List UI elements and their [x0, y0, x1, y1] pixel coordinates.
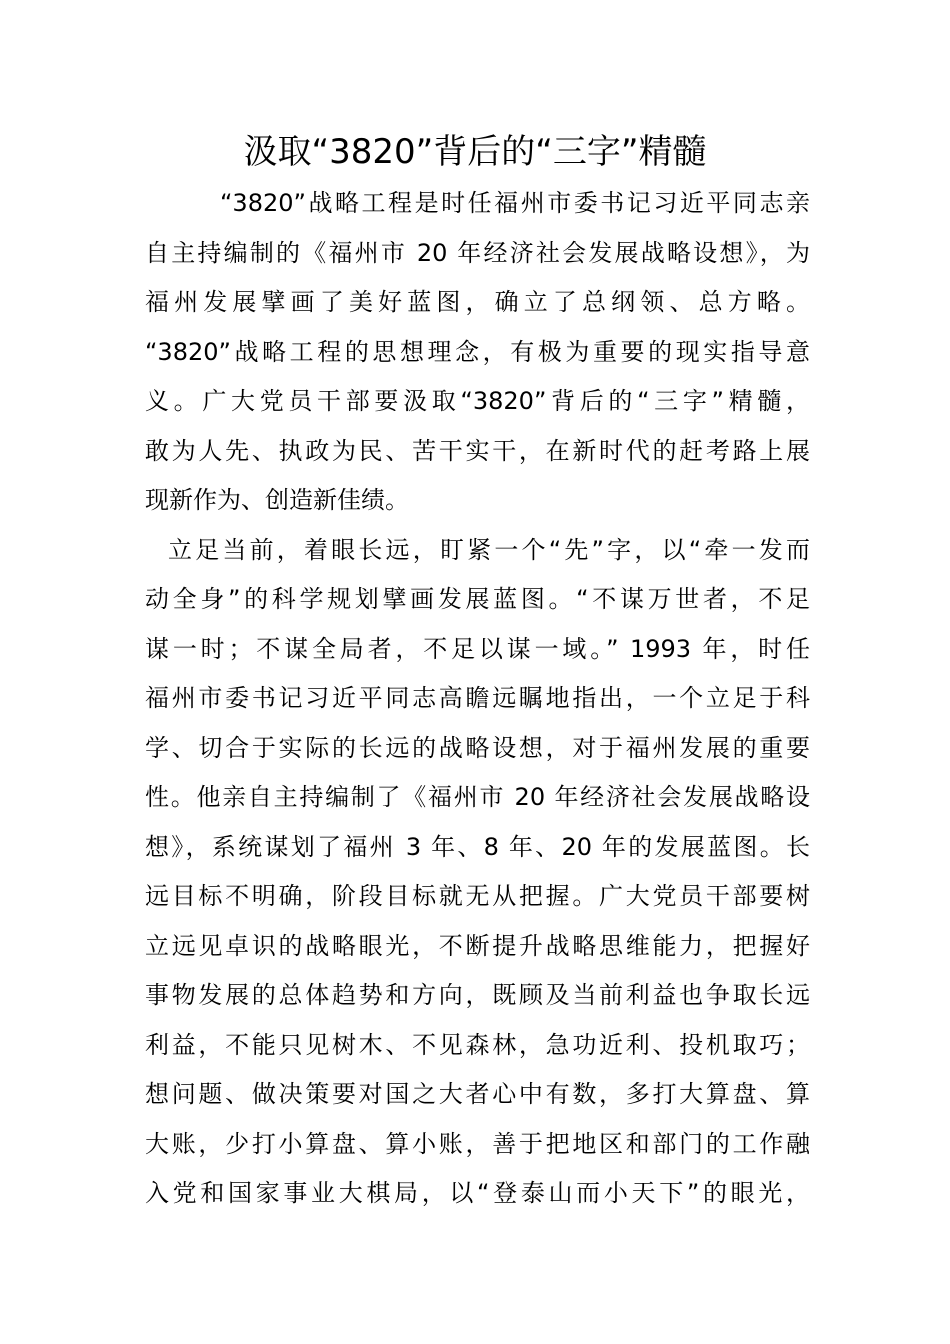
paragraph-line: 学、切合于实际的长远的战略设想，对于福州发展的重要 — [145, 734, 810, 762]
paragraph-line: 自主持编制的《福州市 20 年经济社会发展战略设想》，为 — [145, 239, 810, 267]
paragraph-line: 福州市委书记习近平同志高瞻远瞩地指出，一个立足于科 — [145, 684, 810, 712]
document-title: 汲取“3820”背后的“三字”精髓 — [243, 132, 707, 172]
paragraph-line: 性。他亲自主持编制了《福州市 20 年经济社会发展战略设 — [145, 783, 810, 811]
paragraph-line: 事物发展的总体趋势和方向，既顾及当前利益也争取长远 — [145, 981, 810, 1009]
paragraph-line: 福州发展擘画了美好蓝图，确立了总纲领、总方略。 — [145, 288, 810, 316]
paragraph-line: 大账，少打小算盘、算小账，善于把地区和部门的工作融 — [145, 1130, 810, 1158]
paragraph-line: 想》，系统谋划了福州 3 年、8 年、20 年的发展蓝图。长 — [145, 833, 810, 861]
paragraph-line: 谋一时；不谋全局者，不足以谋一域。” 1993 年，时任 — [145, 635, 810, 663]
paragraph-line: 入党和国家事业大棋局，以“登泰山而小天下”的眼光， — [145, 1179, 810, 1207]
paragraph-line: 立足当前，着眼长远，盯紧一个“先”字，以“牵一发而 — [168, 536, 810, 564]
paragraph-line: 现新作为、创造新佳绩。 — [145, 486, 409, 514]
paragraph-line: 立远见卓识的战略眼光，不断提升战略思维能力，把握好 — [145, 932, 810, 960]
paragraph-line: “3820”战略工程的思想理念，有极为重要的现实指导意 — [145, 338, 810, 366]
paragraph-line: “3820”战略工程是时任福州市委书记习近平同志亲 — [220, 189, 810, 217]
paragraph-line: 远目标不明确，阶段目标就无从把握。广大党员干部要树 — [145, 882, 810, 910]
paragraph-line: 义。广大党员干部要汲取“3820”背后的“三字”精髓， — [145, 387, 810, 415]
paragraph-line: 利益，不能只见树木、不见森林，急功近利、投机取巧； — [145, 1031, 810, 1059]
paragraph-line: 敢为人先、执政为民、苦干实干，在新时代的赶考路上展 — [145, 437, 810, 465]
paragraph-line: 动全身”的科学规划擘画发展蓝图。“不谋万世者，不足 — [145, 585, 810, 613]
paragraph-line: 想问题、做决策要对国之大者心中有数，多打大算盘、算 — [145, 1080, 810, 1108]
